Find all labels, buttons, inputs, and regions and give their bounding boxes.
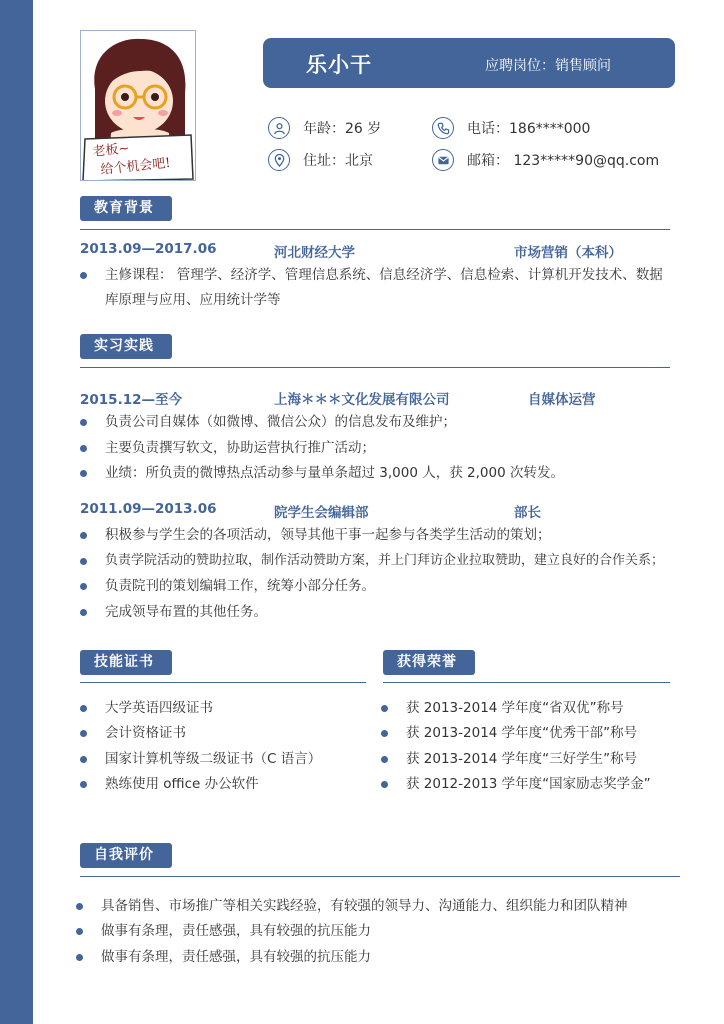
- info-phone: [432, 117, 590, 139]
- candidate-name: 乐小干: [306, 53, 372, 77]
- list-item: [80, 263, 680, 287]
- list-item: [80, 549, 690, 573]
- name-banner: [263, 38, 675, 88]
- job1-date: 2015.12—至今: [80, 392, 182, 408]
- applied-position: 应聘岗位：销售顾问: [485, 58, 611, 74]
- photo-sign-line2: 给个机会吧!: [99, 155, 172, 178]
- phone-icon: [432, 117, 454, 139]
- list-item: [76, 894, 686, 918]
- bullet-dot: [381, 705, 388, 712]
- bullet-dot: [80, 532, 87, 539]
- list-item: [381, 747, 681, 771]
- skill-item: 大学英语四级证书: [105, 700, 213, 716]
- left-accent-bar: [0, 0, 33, 1024]
- bullet-dot: [80, 756, 87, 763]
- photo-sign-line1: 老板~: [91, 141, 131, 160]
- location-pin-icon: [268, 149, 290, 171]
- job1-bullet: 负责公司自媒体（如微博、微信公众）的信息发布及维护；: [105, 414, 456, 430]
- bullet-dot: [76, 903, 83, 910]
- job2-bullet: 完成领导布置的其他任务。: [105, 604, 267, 620]
- job2-bullet: 负责院刊的策划编辑工作，统筹小部分任务。: [105, 578, 375, 594]
- phone-text: 电话：186****000: [467, 121, 591, 137]
- education-courses-line2: 库原理与应用、应用统计学等: [105, 292, 281, 308]
- bullet-dot: [80, 781, 87, 788]
- list-item: [80, 600, 690, 624]
- list-item: [80, 721, 370, 745]
- section-header-self-eval: 自我评价: [80, 843, 172, 868]
- info-email: [432, 149, 659, 171]
- list-item: [80, 410, 680, 434]
- list-item: [76, 945, 686, 969]
- job1-role: 自媒体运营: [528, 392, 596, 408]
- job1-bullet: 业绩：所负责的微博热点活动参与量单条超过 3,000 人，获 2,000 次转发。: [105, 465, 564, 481]
- list-item: [80, 288, 680, 312]
- bullet-dot: [80, 609, 87, 616]
- bullet-dot: [76, 954, 83, 961]
- section-divider: [80, 682, 366, 683]
- job2-role: 部长: [514, 505, 541, 521]
- person-icon: [268, 117, 290, 139]
- skill-item: 会计资格证书: [105, 725, 186, 741]
- section-header-skills: 技能证书: [80, 650, 172, 675]
- list-item: [80, 696, 370, 720]
- profile-photo: [80, 30, 196, 181]
- bullet-dot: [80, 470, 87, 477]
- mail-icon: [432, 149, 454, 171]
- list-item: [80, 436, 680, 460]
- job1-company: 上海＊＊＊文化发展有限公司: [274, 392, 450, 408]
- education-date: 2013.09—2017.06: [80, 241, 217, 257]
- education-major: 市场营销（本科）: [514, 245, 622, 261]
- address-text: 住址：北京: [303, 153, 373, 169]
- job2-bullet: 负责学院活动的赞助拉取，制作活动赞助方案，并上门拜访企业拉取赞助，建立良好的合作关系；: [105, 553, 665, 568]
- job2-company: 院学生会编辑部: [274, 505, 369, 521]
- list-item: [80, 523, 690, 547]
- section-divider: [383, 682, 670, 683]
- honor-item: 获 2013-2014 学年度“优秀干部”称号: [406, 725, 638, 741]
- list-item: [381, 696, 681, 720]
- job2-bullet: 积极参与学生会的各项活动，领导其他干事一起参与各类学生活动的策划；: [105, 527, 551, 543]
- info-address: [268, 149, 373, 171]
- bullet-dot: [76, 928, 83, 935]
- skill-item: 熟练使用 office 办公软件: [105, 776, 259, 792]
- section-divider: [80, 876, 680, 877]
- bullet-dot: [80, 558, 87, 565]
- honor-item: 获 2013-2014 学年度“省双优”称号: [406, 700, 624, 716]
- job1-bullet: 主要负责撰写软文，协助运营执行推广活动；: [105, 440, 375, 456]
- list-item: [381, 721, 681, 745]
- bullet-dot: [381, 781, 388, 788]
- info-age: [268, 117, 381, 139]
- email-text: 邮箱： 123*****90@qq.com: [467, 153, 660, 169]
- list-item: [76, 919, 686, 943]
- list-item: [80, 574, 690, 598]
- education-school: 河北财经大学: [274, 245, 355, 261]
- section-header-internship: 实习实践: [80, 334, 172, 359]
- skill-item: 国家计算机等级二级证书（C 语言）: [105, 751, 322, 767]
- section-divider: [80, 367, 670, 368]
- age-text: 年龄：26 岁: [303, 121, 382, 137]
- self-eval-item: 做事有条理，责任感强，具有较强的抗压能力: [101, 923, 371, 939]
- job2-date: 2011.09—2013.06: [80, 501, 217, 517]
- honor-item: 获 2013-2014 学年度“三好学生”称号: [406, 751, 638, 767]
- section-header-honors: 获得荣誉: [383, 650, 475, 675]
- bullet-dot: [80, 445, 87, 452]
- bullet-dot: [381, 730, 388, 737]
- bullet-dot: [80, 419, 87, 426]
- list-item: [80, 747, 370, 771]
- honor-item: 获 2012-2013 学年度“国家励志奖学金”: [406, 776, 651, 792]
- section-divider: [80, 229, 670, 230]
- self-eval-item: 具备销售、市场推广等相关实践经验，有较强的领导力、沟通能力、组织能力和团队精神: [101, 898, 628, 914]
- bullet-dot: [80, 730, 87, 737]
- bullet-dot: [80, 705, 87, 712]
- self-eval-item: 做事有条理，责任感强，具有较强的抗压能力: [101, 949, 371, 965]
- bullet-dot: [80, 272, 87, 279]
- education-courses-line1: 主修课程： 管理学、经济学、管理信息系统、信息经济学、信息检索、计算机开发技术、数据: [105, 267, 663, 283]
- section-header-education: 教育背景: [80, 196, 172, 221]
- bullet-dot: [381, 756, 388, 763]
- list-item: [381, 772, 681, 796]
- list-item: [80, 461, 680, 485]
- list-item: [80, 772, 370, 796]
- bullet-dot: [80, 583, 87, 590]
